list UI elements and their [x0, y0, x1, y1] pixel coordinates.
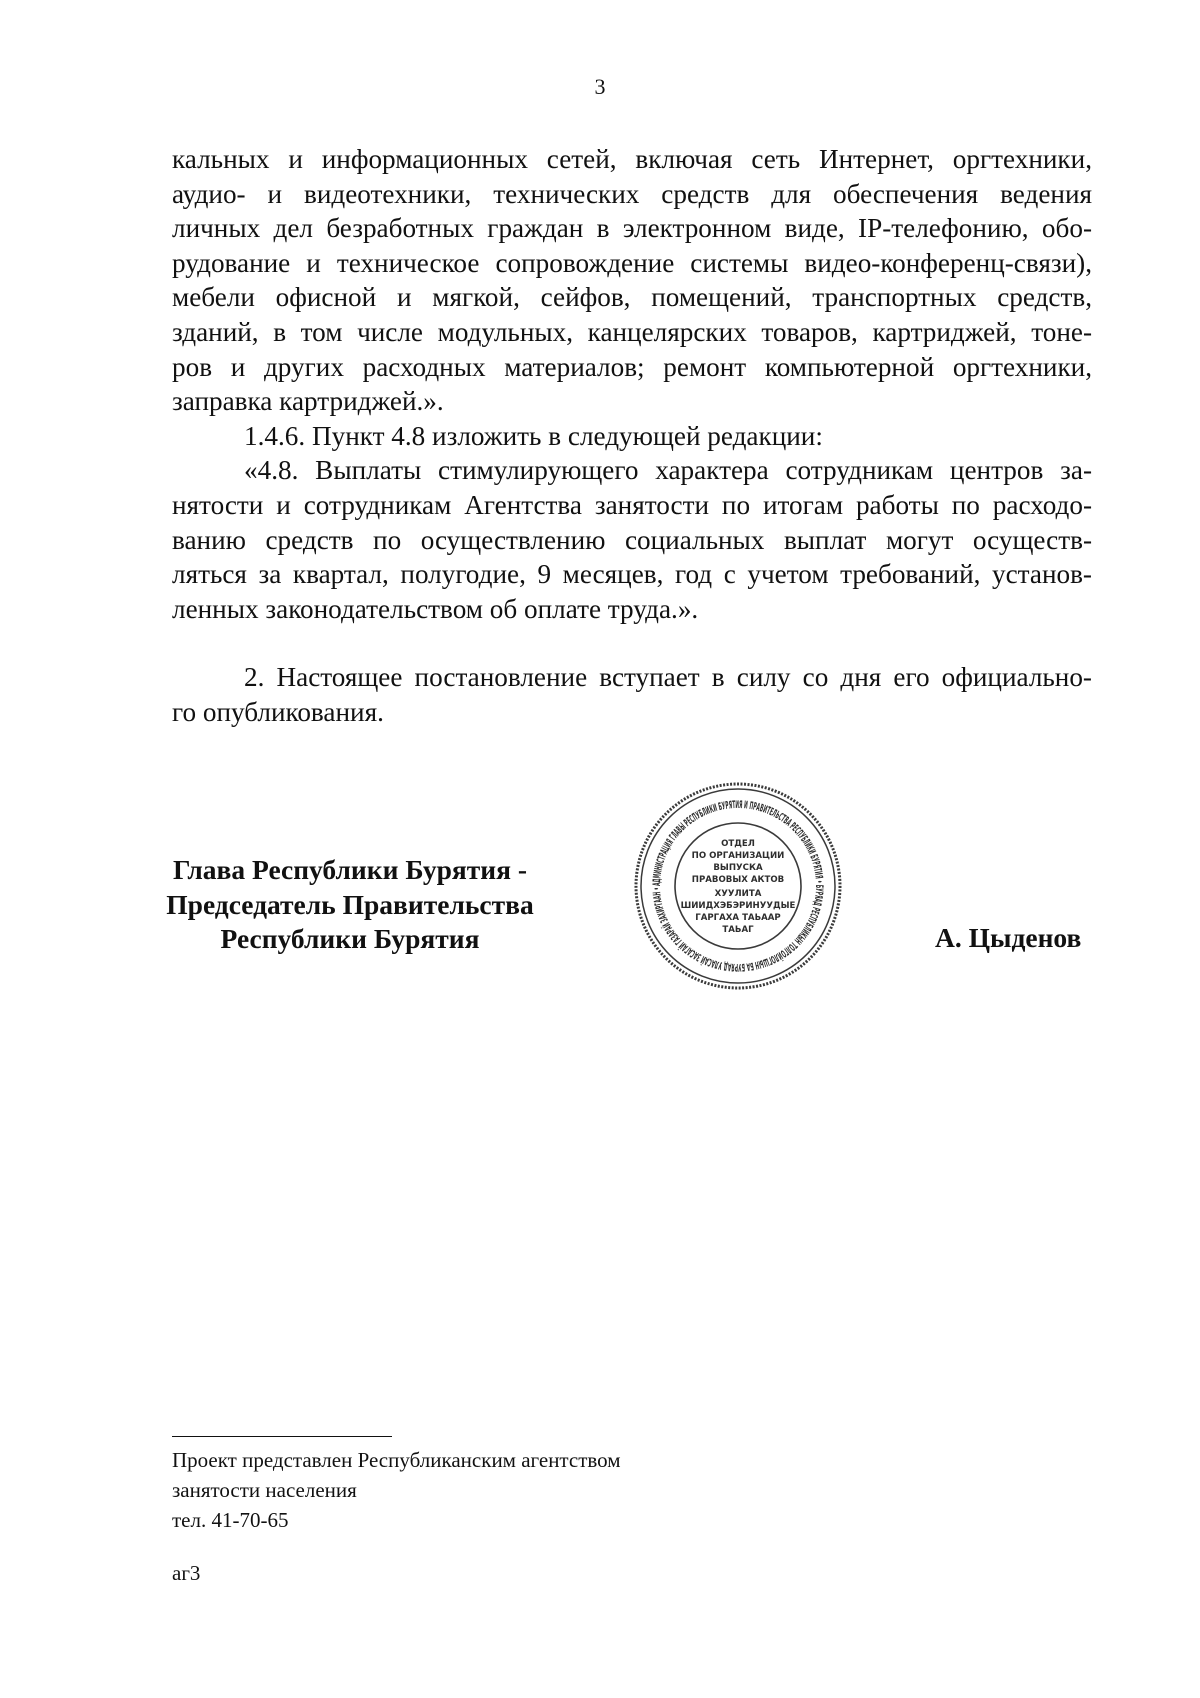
page-number: 3	[594, 74, 606, 99]
author-code: аг3	[172, 1561, 201, 1585]
signer-name: А. Цыденов	[935, 922, 1082, 953]
text-line: ров и других расходных материалов; ремонт компьютерной оргтехники,	[172, 351, 1092, 382]
seal-inner-line: ОТДЕЛ	[721, 839, 755, 849]
text-line: личных дел безработных граждан в электронном виде, IP-телефонию, обо-	[172, 213, 1092, 244]
official-seal	[632, 780, 844, 992]
text-line: ленных законодательством об оплате труда.».	[172, 593, 699, 624]
svg-text:АДМИНИСТРАЦИЯ ГЛАВЫ РЕСПУБЛИКИ	[651, 799, 825, 973]
text-line: аудио- и видеотехники, технических средств для обеспечения ведения	[172, 178, 1092, 209]
footnote	[172, 1445, 621, 1535]
paragraph-4-8	[172, 453, 1092, 626]
seal-inner-line: ПО ОРГАНИЗАЦИИ	[691, 851, 785, 861]
seal-outer-text: АДМИНИСТРАЦИЯ ГЛАВЫ РЕСПУБЛИКИ БУРЯТИЯ И ПРАВИТЕЛЬСТВА РЕСПУБЛИКИ БУРЯТИЯ • БУРЯАД РЕСПУБЛИКЫН ТОЛГОЙЛОГШЫН БА БУРЯАД УЛАСАЙ ЗАСАГАЙ ГАЗАРАЙ ЗАХИРГААН •	[650, 798, 826, 974]
text-line: нятости и сотрудникам Агентства занятости по итогам работы по расходо-	[172, 489, 1092, 520]
footnote-line: тел. 41-70-65	[172, 1508, 289, 1532]
text-line: заправка картриджей.».	[172, 386, 444, 417]
seal-inner-line: ШИИДХЭБЭРИНУУДЫЕ	[680, 901, 796, 911]
text-line: мебели офисной и мягкой, сейфов, помещений, транспортных средств,	[172, 282, 1092, 313]
paragraph-gap	[172, 626, 1092, 660]
signer-position-line: Республики Бурятия	[220, 923, 480, 954]
text-line: 2. Настоящее постановление вступает в силу со дня его официально-	[244, 662, 1092, 693]
paragraph-continuation	[172, 142, 1092, 419]
footnote-line: занятости населения	[172, 1478, 357, 1502]
text-line: кальных и информационных сетей, включая сеть Интернет, оргтехники,	[172, 144, 1092, 174]
seal-inner-line: ПРАВОВЫХ АКТОВ	[691, 875, 785, 885]
text-line: «4.8. Выплаты стимулирующего характера сотрудникам центров за-	[244, 455, 1092, 486]
text-line: ляться за квартал, полугодие, 9 месяцев, год с учетом требований, установ-	[172, 559, 1092, 590]
seal-inner-line: ХУУЛИТА	[714, 889, 762, 899]
seal-inner-line: ГАРГАХА ТАЬААР	[695, 913, 781, 923]
text-line: ванию средств по осуществлению социальных выплат могут осуществ-	[172, 524, 1092, 555]
footnote-line: Проект представлен Республиканским агентством	[172, 1448, 621, 1472]
signer-position-line: Глава Республики Бурятия -	[172, 854, 528, 885]
seal-inner-line: ТАЬАГ	[722, 925, 754, 935]
seal-inner-line: ВЫПУСКА	[713, 863, 763, 873]
signer-position-line: Председатель Правительства	[166, 888, 534, 920]
body-text	[172, 142, 1092, 730]
signer-position	[150, 853, 550, 957]
text-line: зданий, в том числе модульных, канцелярских товаров, картриджей, тоне-	[172, 316, 1092, 347]
text-line: рудование и техническое сопровождение системы видео-конференц-связи),	[172, 247, 1092, 278]
item-1-4-6: 1.4.6. Пункт 4.8 изложить в следующей редакции:	[244, 420, 823, 451]
text-line: го опубликования.	[172, 696, 384, 727]
paragraph-2	[172, 660, 1092, 729]
footnote-divider	[172, 1436, 392, 1437]
